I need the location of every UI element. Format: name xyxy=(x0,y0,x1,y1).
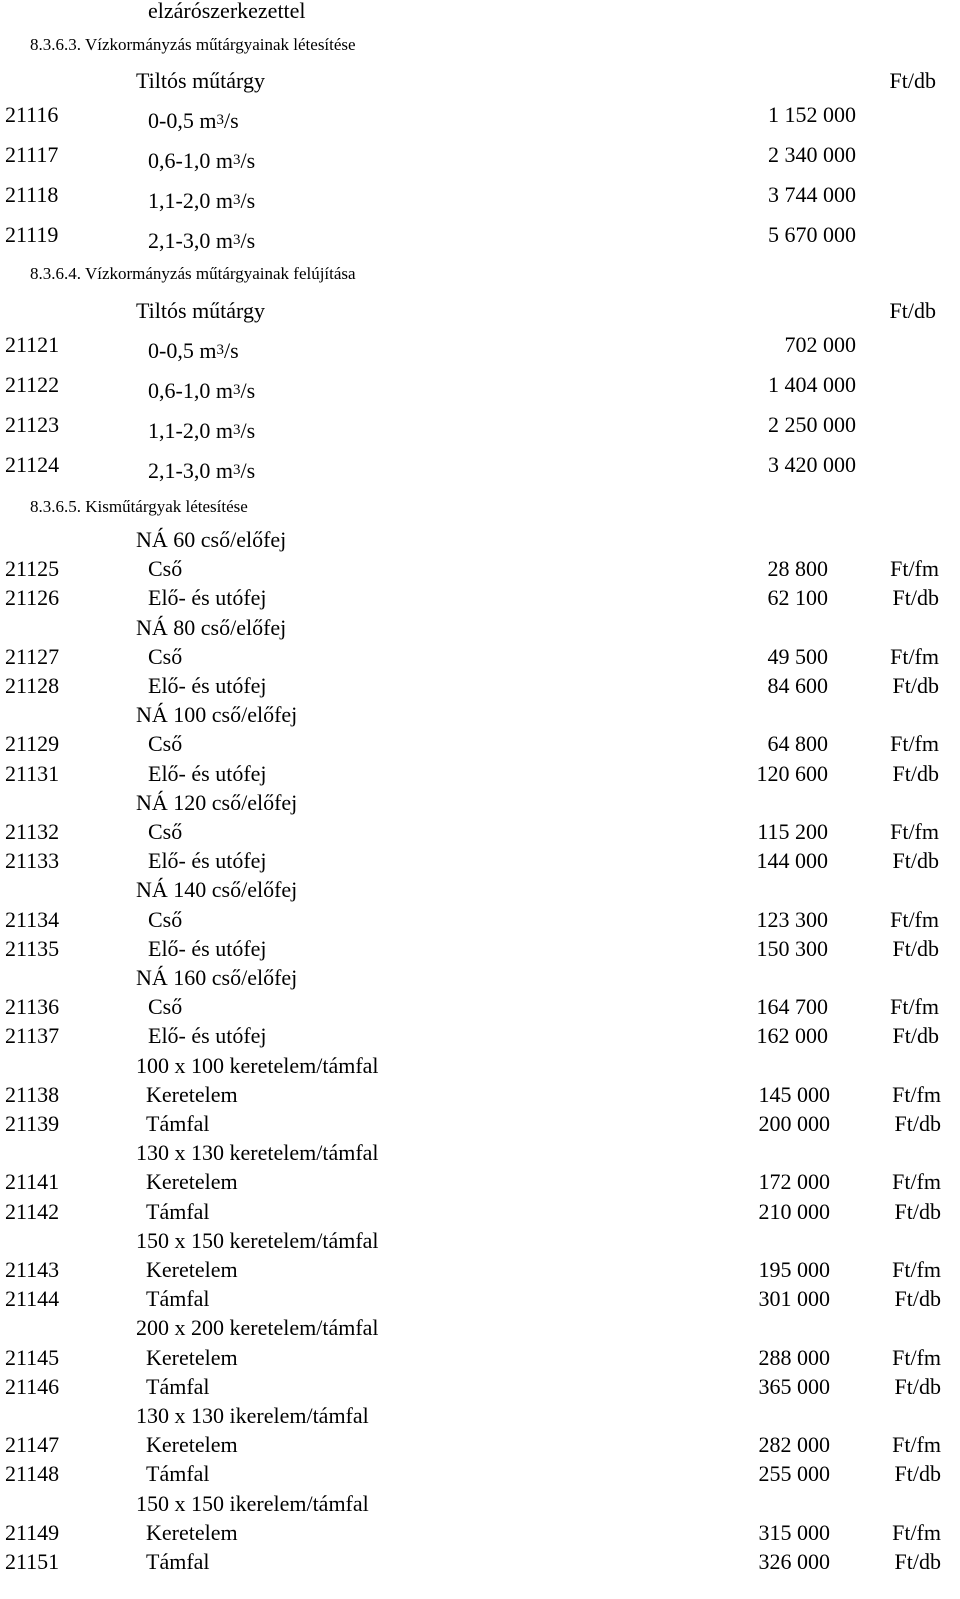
item-price: 162 000 xyxy=(756,1023,828,1048)
item-price: 702 000 xyxy=(784,332,856,357)
table-row xyxy=(0,1167,960,1197)
item-description: Elő- és utófej xyxy=(148,1023,267,1048)
group-header xyxy=(0,613,960,643)
exponent: 3 xyxy=(232,382,241,398)
item-code: 21118 xyxy=(5,182,59,207)
item-price: 3 744 000 xyxy=(768,182,856,207)
group-header xyxy=(0,1401,960,1431)
item-price: 210 000 xyxy=(758,1199,830,1224)
table-row xyxy=(0,846,960,876)
item-price: 195 000 xyxy=(758,1257,830,1282)
item-unit: Ft/fm xyxy=(892,1345,941,1370)
section-heading-text: 8.3.6.5. Kisműtárgyak létesítése xyxy=(30,497,248,516)
group-label: NÁ 120 cső/előfej xyxy=(136,790,298,815)
unit-suffix: /s xyxy=(240,188,256,213)
item-price: 164 700 xyxy=(756,994,828,1019)
item-code: 21142 xyxy=(5,1199,60,1224)
section-heading xyxy=(0,30,960,60)
group-label: 130 x 130 keretelem/támfal xyxy=(136,1140,379,1165)
item-price: 62 100 xyxy=(767,585,828,610)
group-label: NÁ 100 cső/előfej xyxy=(136,702,298,727)
table-row xyxy=(0,410,960,443)
item-price: 255 000 xyxy=(758,1461,830,1486)
item-code: 21144 xyxy=(5,1286,60,1311)
table-row xyxy=(0,992,960,1022)
table-row xyxy=(0,180,960,213)
table-row xyxy=(0,671,960,701)
item-description xyxy=(148,372,255,413)
group-header xyxy=(0,875,960,905)
unit-suffix: /s xyxy=(240,148,256,173)
section-heading xyxy=(0,492,960,522)
item-description: Cső xyxy=(148,556,183,581)
item-description: Támfal xyxy=(146,1111,210,1136)
item-description: Elő- és utófej xyxy=(148,936,267,961)
section-heading-text: 8.3.6.4. Vízkormányzás műtárgyainak felújítása xyxy=(30,264,356,283)
group-header xyxy=(0,1226,960,1256)
item-code: 21123 xyxy=(5,412,60,437)
item-unit: Ft/fm xyxy=(890,819,939,844)
table-row xyxy=(0,140,960,173)
intro-fragment xyxy=(0,0,960,26)
item-description: Cső xyxy=(148,907,183,932)
item-code: 21127 xyxy=(5,644,60,669)
item-description: Elő- és utófej xyxy=(148,761,267,786)
group-header xyxy=(0,1313,960,1343)
exponent: 3 xyxy=(232,422,241,438)
item-unit: Ft/db xyxy=(894,1461,941,1486)
table-row xyxy=(0,554,960,584)
item-unit: Ft/db xyxy=(894,1549,941,1574)
item-price: 150 300 xyxy=(756,936,828,961)
item-code: 21122 xyxy=(5,372,60,397)
table-row xyxy=(0,1343,960,1373)
item-unit: Ft/db xyxy=(894,1111,941,1136)
item-unit: Ft/fm xyxy=(892,1082,941,1107)
table-row xyxy=(0,905,960,935)
subheader-unit: Ft/db xyxy=(889,68,936,93)
item-description xyxy=(148,412,255,453)
item-description: Cső xyxy=(148,731,183,756)
group-label: 130 x 130 ikerelem/támfal xyxy=(136,1403,369,1428)
exponent: 3 xyxy=(232,232,241,248)
table-row xyxy=(0,583,960,613)
table-row xyxy=(0,1197,960,1227)
item-price: 64 800 xyxy=(767,731,828,756)
item-unit: Ft/db xyxy=(894,1199,941,1224)
item-code: 21125 xyxy=(5,556,60,581)
table-row xyxy=(0,1284,960,1314)
item-unit: Ft/fm xyxy=(892,1432,941,1457)
item-price: 1 152 000 xyxy=(768,102,856,127)
table-row xyxy=(0,817,960,847)
item-description: Támfal xyxy=(146,1199,210,1224)
unit-suffix: /s xyxy=(240,458,256,483)
item-price: 145 000 xyxy=(758,1082,830,1107)
group-label: NÁ 60 cső/előfej xyxy=(136,527,287,552)
table-row xyxy=(0,450,960,483)
exponent: 3 xyxy=(232,152,241,168)
item-price: 115 200 xyxy=(757,819,828,844)
item-unit: Ft/db xyxy=(892,673,939,698)
item-description: Keretelem xyxy=(146,1169,238,1194)
section-heading xyxy=(0,259,960,289)
item-code: 21129 xyxy=(5,731,60,756)
item-price: 365 000 xyxy=(758,1374,830,1399)
item-description xyxy=(148,452,255,493)
item-unit: Ft/db xyxy=(894,1374,941,1399)
item-price: 123 300 xyxy=(756,907,828,932)
table-row xyxy=(0,1547,960,1577)
exponent: 3 xyxy=(232,462,241,478)
item-description xyxy=(148,142,255,183)
item-description: Cső xyxy=(148,819,183,844)
item-description: Keretelem xyxy=(146,1520,238,1545)
group-label: 200 x 200 keretelem/támfal xyxy=(136,1315,379,1340)
item-price: 288 000 xyxy=(758,1345,830,1370)
table-row xyxy=(0,642,960,672)
group-label: NÁ 140 cső/előfej xyxy=(136,877,298,902)
item-unit: Ft/fm xyxy=(892,1520,941,1545)
item-code: 21128 xyxy=(5,673,60,698)
item-price: 200 000 xyxy=(758,1111,830,1136)
item-code: 21135 xyxy=(5,936,60,961)
subheader-row xyxy=(0,66,960,96)
range-text: 0-0,5 m xyxy=(148,338,217,363)
group-header xyxy=(0,1489,960,1519)
item-price: 5 670 000 xyxy=(768,222,856,247)
item-price: 84 600 xyxy=(767,673,828,698)
subheader-unit: Ft/db xyxy=(889,298,936,323)
item-price: 2 340 000 xyxy=(768,142,856,167)
item-unit: Ft/fm xyxy=(892,1169,941,1194)
intro-text: elzárószerkezettel xyxy=(148,0,306,23)
item-description: Elő- és utófej xyxy=(148,848,267,873)
item-code: 21138 xyxy=(5,1082,60,1107)
table-row xyxy=(0,1021,960,1051)
range-text: 0,6-1,0 m xyxy=(148,148,233,173)
group-header xyxy=(0,700,960,730)
group-label: NÁ 160 cső/előfej xyxy=(136,965,298,990)
group-label: 100 x 100 keretelem/támfal xyxy=(136,1053,379,1078)
item-code: 21146 xyxy=(5,1374,60,1399)
item-code: 21145 xyxy=(5,1345,60,1370)
item-unit: Ft/db xyxy=(894,1286,941,1311)
section-heading-text: 8.3.6.3. Vízkormányzás műtárgyainak létesítése xyxy=(30,35,356,54)
group-header xyxy=(0,1051,960,1081)
range-text: 0-0,5 m xyxy=(148,108,217,133)
item-code: 21141 xyxy=(5,1169,60,1194)
item-code: 21137 xyxy=(5,1023,60,1048)
item-description xyxy=(148,222,255,263)
table-row xyxy=(0,1459,960,1489)
range-text: 2,1-3,0 m xyxy=(148,458,233,483)
item-code: 21119 xyxy=(5,222,59,247)
item-price: 2 250 000 xyxy=(768,412,856,437)
item-price: 326 000 xyxy=(758,1549,830,1574)
subheader-label: Tiltós műtárgy xyxy=(136,68,265,93)
unit-suffix: /s xyxy=(240,418,256,443)
range-text: 2,1-3,0 m xyxy=(148,228,233,253)
item-description xyxy=(148,102,239,143)
table-row xyxy=(0,759,960,789)
item-code: 21126 xyxy=(5,585,60,610)
item-code: 21134 xyxy=(5,907,60,932)
subheader-label: Tiltós műtárgy xyxy=(136,298,265,323)
item-price: 1 404 000 xyxy=(768,372,856,397)
item-code: 21132 xyxy=(5,819,60,844)
table-row xyxy=(0,1255,960,1285)
item-code: 21151 xyxy=(5,1549,60,1574)
unit-suffix: /s xyxy=(240,228,256,253)
table-row xyxy=(0,1080,960,1110)
item-unit: Ft/fm xyxy=(890,907,939,932)
item-description: Keretelem xyxy=(146,1432,238,1457)
table-row xyxy=(0,330,960,363)
item-description: Keretelem xyxy=(146,1345,238,1370)
item-unit: Ft/fm xyxy=(890,731,939,756)
item-code: 21136 xyxy=(5,994,60,1019)
item-description: Cső xyxy=(148,994,183,1019)
item-description: Elő- és utófej xyxy=(148,673,267,698)
item-description: Keretelem xyxy=(146,1257,238,1282)
table-row xyxy=(0,1109,960,1139)
group-label: 150 x 150 ikerelem/támfal xyxy=(136,1491,369,1516)
item-unit: Ft/fm xyxy=(890,994,939,1019)
item-description: Keretelem xyxy=(146,1082,238,1107)
unit-suffix: /s xyxy=(223,108,239,133)
item-price: 315 000 xyxy=(758,1520,830,1545)
item-description: Támfal xyxy=(146,1461,210,1486)
item-code: 21131 xyxy=(5,761,60,786)
table-row xyxy=(0,1372,960,1402)
item-unit: Ft/db xyxy=(892,936,939,961)
group-label: 150 x 150 keretelem/támfal xyxy=(136,1228,379,1253)
item-unit: Ft/fm xyxy=(890,556,939,581)
item-price: 282 000 xyxy=(758,1432,830,1457)
item-code: 21117 xyxy=(5,142,59,167)
item-unit: Ft/fm xyxy=(890,644,939,669)
item-price: 49 500 xyxy=(767,644,828,669)
item-unit: Ft/db xyxy=(892,848,939,873)
item-price: 120 600 xyxy=(756,761,828,786)
item-code: 21149 xyxy=(5,1520,60,1545)
range-text: 1,1-2,0 m xyxy=(148,418,233,443)
table-row xyxy=(0,1518,960,1548)
item-code: 21148 xyxy=(5,1461,60,1486)
table-row xyxy=(0,220,960,253)
item-description: Elő- és utófej xyxy=(148,585,267,610)
item-code: 21124 xyxy=(5,452,60,477)
group-header xyxy=(0,1138,960,1168)
item-price: 172 000 xyxy=(758,1169,830,1194)
item-price: 28 800 xyxy=(767,556,828,581)
table-row xyxy=(0,934,960,964)
item-unit: Ft/db xyxy=(892,585,939,610)
item-description: Támfal xyxy=(146,1286,210,1311)
item-code: 21147 xyxy=(5,1432,60,1457)
item-code: 21143 xyxy=(5,1257,60,1282)
table-row xyxy=(0,100,960,133)
table-row xyxy=(0,729,960,759)
group-header xyxy=(0,963,960,993)
range-text: 1,1-2,0 m xyxy=(148,188,233,213)
unit-suffix: /s xyxy=(223,338,239,363)
item-code: 21139 xyxy=(5,1111,60,1136)
item-unit: Ft/fm xyxy=(892,1257,941,1282)
subheader-row xyxy=(0,296,960,326)
item-price: 3 420 000 xyxy=(768,452,856,477)
unit-suffix: /s xyxy=(240,378,256,403)
table-row xyxy=(0,370,960,403)
exponent: 3 xyxy=(216,342,224,358)
group-header xyxy=(0,788,960,818)
item-description xyxy=(148,332,239,373)
item-code: 21133 xyxy=(5,848,60,873)
exponent: 3 xyxy=(216,112,224,128)
item-unit: Ft/db xyxy=(892,1023,939,1048)
item-unit: Ft/db xyxy=(892,761,939,786)
exponent: 3 xyxy=(232,192,241,208)
item-description: Cső xyxy=(148,644,183,669)
group-header xyxy=(0,525,960,555)
table-row xyxy=(0,1430,960,1460)
item-code: 21121 xyxy=(5,332,60,357)
item-description: Támfal xyxy=(146,1374,210,1399)
group-label: NÁ 80 cső/előfej xyxy=(136,615,287,640)
item-description xyxy=(148,182,255,223)
item-price: 144 000 xyxy=(756,848,828,873)
item-code: 21116 xyxy=(5,102,59,127)
range-text: 0,6-1,0 m xyxy=(148,378,233,403)
item-price: 301 000 xyxy=(758,1286,830,1311)
item-description: Támfal xyxy=(146,1549,210,1574)
